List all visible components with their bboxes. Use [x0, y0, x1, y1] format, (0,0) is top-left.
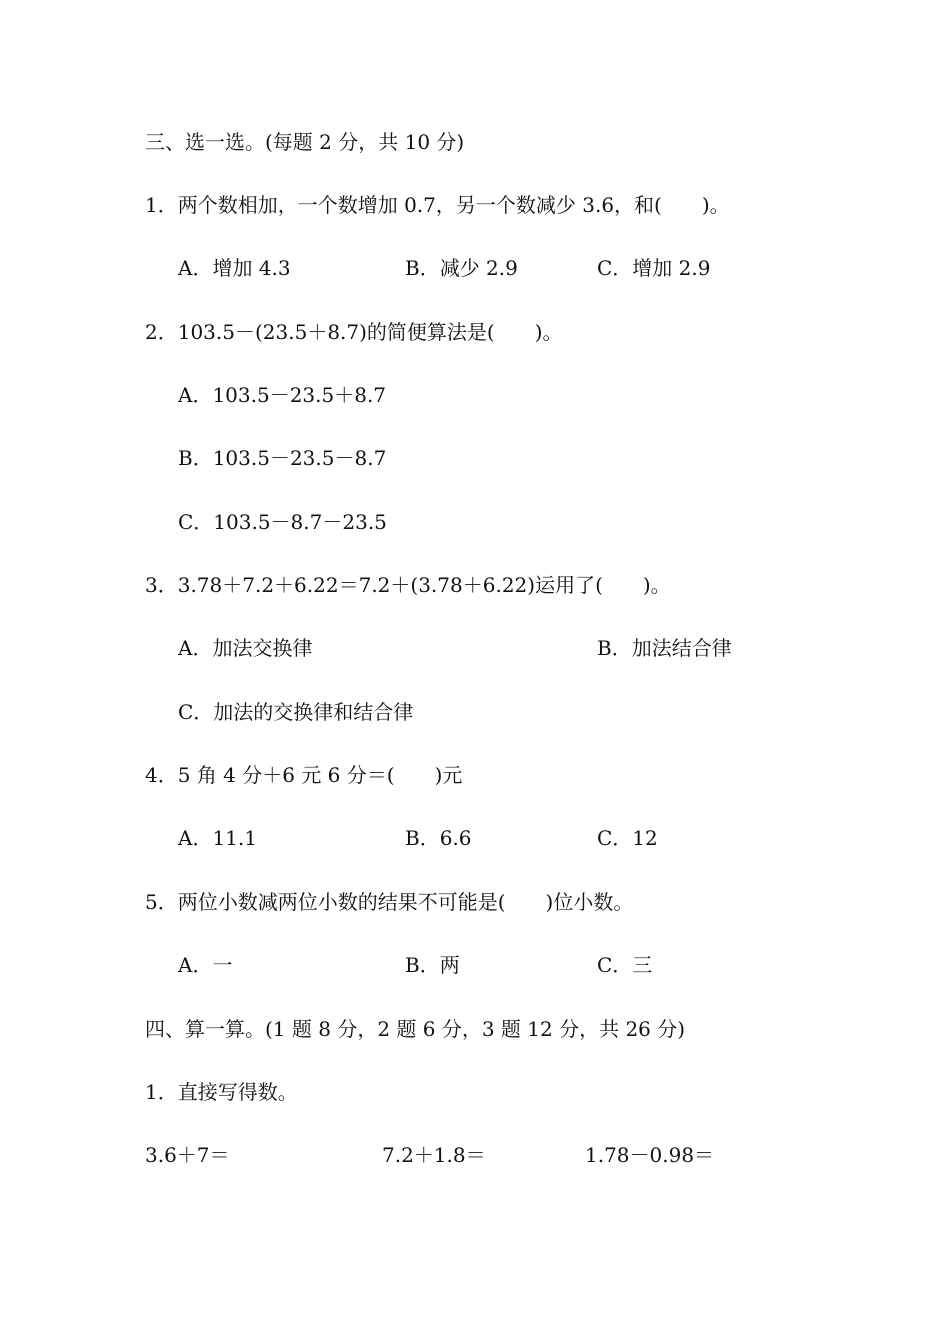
section-4-heading: 四、算一算。(1 题 8 分，2 题 6 分，3 题 12 分，共 26 分) — [145, 1017, 686, 1041]
question-2-option-b: B．103.5－23.5－8.7 — [178, 446, 387, 470]
question-4-option-a: A．11.1 — [178, 826, 257, 850]
question-1-option-c: C．增加 2.9 — [597, 256, 711, 280]
section-3-heading: 三、选一选。(每题 2 分，共 10 分) — [145, 130, 465, 154]
question-2-option-a: A．103.5－23.5＋8.7 — [178, 383, 387, 407]
question-1-option-a: A．增加 4.3 — [178, 256, 291, 280]
question-4-option-c: C．12 — [597, 826, 658, 850]
question-3-option-c: C．加法的交换律和结合律 — [178, 700, 414, 724]
question-4-stem: 4．5 角 4 分＋6 元 6 分＝( )元 — [145, 763, 463, 787]
question-5-option-b: B．两 — [405, 953, 460, 977]
question-3-stem: 3．3.78＋7.2＋6.22＝7.2＋(3.78＋6.22)运用了( )。 — [145, 573, 671, 597]
question-5-stem: 5．两位小数减两位小数的结果不可能是( )位小数。 — [145, 890, 634, 914]
question-5-option-c: C．三 — [597, 953, 653, 977]
question-2-option-c: C．103.5－8.7－23.5 — [178, 510, 387, 534]
section-4-question-1-stem: 1．直接写得数。 — [145, 1080, 298, 1104]
calc-item: 1.78－0.98＝ — [585, 1143, 715, 1167]
calc-item: 3.6＋7＝ — [145, 1143, 230, 1167]
question-3-option-a: A．加法交换律 — [178, 636, 313, 660]
question-5-option-a: A．一 — [178, 953, 233, 977]
question-3-option-b: B．加法结合律 — [597, 636, 732, 660]
question-1-stem: 1．两个数相加，一个数增加 0.7，另一个数减少 3.6，和( )。 — [145, 193, 730, 217]
calc-item: 7.2＋1.8＝ — [382, 1143, 486, 1167]
question-1-option-b: B．减少 2.9 — [405, 256, 518, 280]
question-4-option-b: B．6.6 — [405, 826, 472, 850]
question-2-stem: 2．103.5－(23.5＋8.7)的简便算法是( )。 — [145, 320, 563, 344]
